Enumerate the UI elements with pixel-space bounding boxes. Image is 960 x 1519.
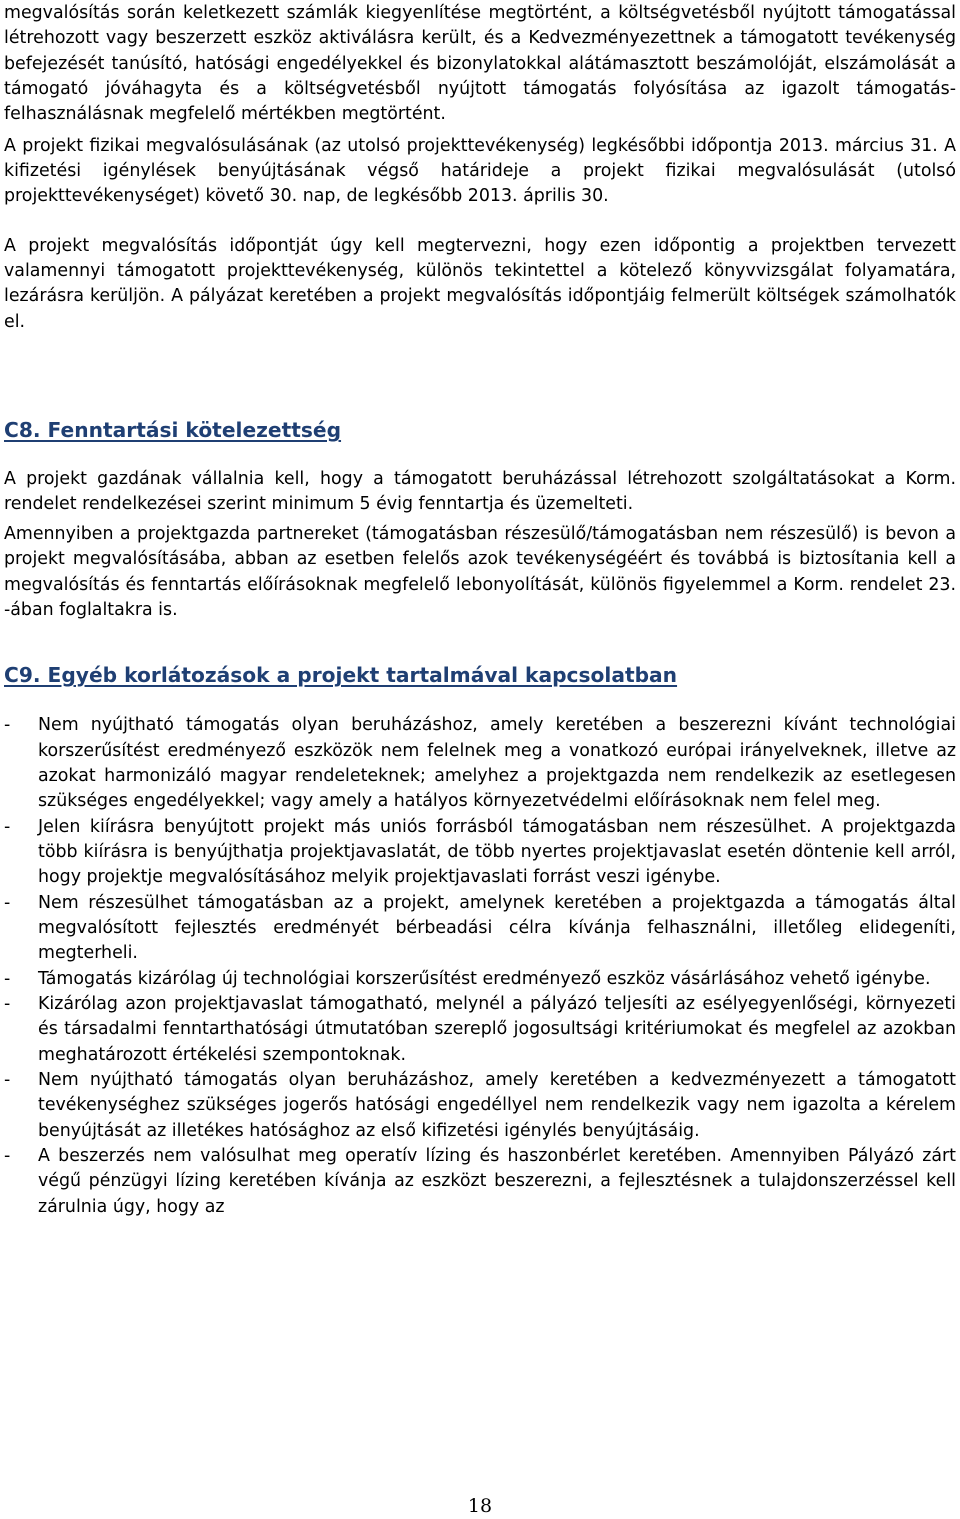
- list-item: [4, 967, 956, 992]
- intro-paragraph: megvalósítás során keletkezett számlák kiegyenlítése megtörtént, a költségvetésből nyújtott támogatással létrehozott vagy beszerzett eszköz aktiválásra került, és a Kedvezményezettnek a támogatott tevékenység befejezését tanúsító, hatósági engedélyekkel és bizonylatokkal alátámasztott beszámolóját, elszámolását a támogató jóváhagyta és a költségvetésből nyújtott támogatás folyósítása az igazolt támogatás-felhasználásnak megfelelő mértékben megtörtént.: [4, 3, 956, 125]
- list-item: [4, 992, 956, 1068]
- list-item-text: Nem nyújtható támogatás olyan beruházáshoz, amely keretében a beszerezni kívánt technológiai korszerűsítést eredményező eszközök nem felelnek meg a vonatkozó európai irányelveknek, illetve az azokat harmonizáló magyar rendeleteknek; amelyhez a projektgazda nem rendelkezik az esetlegesen szükséges engedélyekkel; vagy amely a hatályos környezetvédelmi előírásoknak nem felel meg.: [38, 715, 956, 812]
- bullet-dash: -: [4, 993, 11, 1014]
- document-page: [4, 0, 956, 1220]
- list-item-text: Nem részesülhet támogatásban az a projekt, amelynek keretében a projektgazda a támogatás által megvalósított fejlesztés eredményét bérbeadási célra kívánja felhasználni, illetőleg elidegeníti, megterheli.: [38, 892, 956, 964]
- list-item: [4, 713, 956, 814]
- bullet-dash: -: [4, 816, 11, 837]
- list-item-text: Kizárólag azon projektjavaslat támogatható, melynél a pályázó teljesíti az esélyegyenlőségi, környezeti és társadalmi fenntarthatósági útmutatóban szereplő jogosultsági kritériumokat és megfelel az azokban meghatározott értékelési szempontoknak.: [38, 993, 956, 1065]
- section-c8-paragraph-2: Amennyiben a projektgazda partnereket (támogatásban részesülő/támogatásban nem részesülő) is bevon a projekt megvalósításába, abban az esetben felelős azok tevékenységéért és továbbá is biztosítania kell a megvalósítás és fenntartás előírásoknak megfelelő lebonyolítását, különös figyelemmel a Korm. rendelet 23. -ában foglaltakra is.: [4, 523, 956, 620]
- list-item: [4, 815, 956, 891]
- restrictions-list: [4, 713, 956, 1220]
- bullet-dash: -: [4, 968, 11, 989]
- page-number: 18: [467, 1495, 493, 1517]
- bullet-dash: -: [4, 892, 11, 913]
- timing-paragraph: A projekt megvalósítás időpontját úgy kell megtervezni, hogy ezen időpontig a projektben tervezett valamennyi támogatott projekttevékenység, különös tekintettel a kötelező könyvvizsgálat folyamatára, lezárásra kerüljön. A pályázat keretében a projekt megvalósítás időpontjáig felmerült költségek számolhatók el.: [4, 235, 956, 332]
- section-c9-heading: C9. Egyéb korlátozások a projekt tartalmával kapcsolatban: [4, 663, 678, 688]
- list-item: [4, 1068, 956, 1144]
- list-item-text: A beszerzés nem valósulhat meg operatív lízing és haszonbérlet keretében. Amennyiben Pályázó zárt végű pénzügyi lízing keretében kívánja az eszközt beszerezni, a fejlesztésnek a tulajdonszerzéssel kell zárulnia úgy, hogy az: [38, 1146, 956, 1217]
- list-item: [4, 891, 956, 967]
- bullet-dash: -: [4, 715, 11, 736]
- bullet-dash: -: [4, 1070, 11, 1090]
- bullet-dash: -: [4, 1146, 11, 1167]
- list-item-text: Jelen kiírásra benyújtott projekt más uniós forrásból támogatásban nem részesülhet. A projektgazda több kiírásra is benyújthatja projektjavaslatát, de több nyertes projektjavaslat esetén döntenie kell arról, hogy projektje megvalósításához melyik projektjavaslati forrást veszi igénybe.: [38, 816, 956, 888]
- list-item-text: Támogatás kizárólag új technológiai korszerűsítést eredményező eszköz vásárlásához vehető igénybe.: [38, 968, 931, 989]
- deadline-paragraph: A projekt fizikai megvalósulásának (az utolsó projekttevékenység) legkésőbbi időpontja 2013. március 31. A kifizetési igénylések benyújtásának végső határideje a projekt fizikai megvalósulását (utolsó projekttevékenységet) követő 30. nap, de legkésőbb 2013. április 30.: [4, 135, 956, 207]
- section-c8-heading: C8. Fenntartási kötelezettség: [4, 418, 342, 443]
- list-item: [4, 1144, 956, 1220]
- list-item-text: Nem nyújtható támogatás olyan beruházáshoz, amely keretében a kedvezményezett a támogatott tevékenységhez szükséges jogerős hatósági engedéllyel nem rendelkezik vagy nem igazolta a kérelem benyújtását az illetékes hatósághoz az első kifizetési igénylés benyújtásáig.: [38, 1070, 956, 1141]
- section-c8-paragraph-1: A projekt gazdának vállalnia kell, hogy a támogatott beruházással létrehozott szolgáltatásokat a Korm. rendelet rendelkezései szerint minimum 5 évig fenntartja és üzemelteti.: [4, 469, 956, 515]
